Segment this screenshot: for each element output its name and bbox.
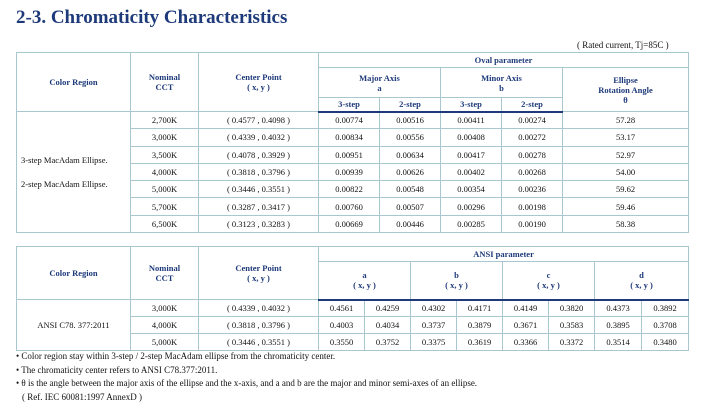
ansi-a-header: a ( x, y ) xyxy=(319,262,411,300)
rotation-angle-cell: 59.46 xyxy=(563,198,689,215)
minor-3step-cell: 0.00285 xyxy=(441,215,502,232)
ansi-value-cell: 0.3583 xyxy=(549,317,595,334)
minor-axis-header: Minor Axis b xyxy=(441,68,563,98)
ansi-value-cell: 0.4149 xyxy=(503,300,549,317)
center-point-cell: ( 0.4078 , 0.3929 ) xyxy=(199,146,319,163)
footnote: • Color region stay within 3-step / 2-step MacAdam ellipse from the chromaticity center. xyxy=(16,351,336,361)
ansi-value-cell: 0.4373 xyxy=(595,300,642,317)
ansi-value-cell: 0.4171 xyxy=(457,300,503,317)
color-region-cell: ANSI C78. 377:2011 xyxy=(17,300,131,351)
major-3step-cell: 0.00939 xyxy=(319,163,380,180)
major-2step-cell: 0.00516 xyxy=(380,112,441,129)
minor-3step-cell: 0.00408 xyxy=(441,129,502,146)
ansi-value-cell: 0.3820 xyxy=(549,300,595,317)
ansi-table xyxy=(16,246,689,351)
footnote: ( Ref. IEC 60081:1997 AnnexD ) xyxy=(22,391,142,402)
ansi-b-header: b ( x, y ) xyxy=(411,262,503,300)
ansi-value-cell: 0.3895 xyxy=(595,317,642,334)
ansi-value-cell: 0.3671 xyxy=(503,317,549,334)
minor-3step-header: 3-step xyxy=(441,98,502,112)
ansi-value-cell: 0.3375 xyxy=(411,334,457,351)
rotation-angle-cell: 54.00 xyxy=(563,163,689,180)
cct-cell: 5,000K xyxy=(131,181,199,198)
center-point-header: Center Point ( x, y ) xyxy=(199,53,319,112)
major-3step-cell: 0.00774 xyxy=(319,112,380,129)
center-point-cell: ( 0.3818 , 0.3796 ) xyxy=(199,163,319,180)
major-3step-cell: 0.00822 xyxy=(319,181,380,198)
nominal-cct-header: Nominal CCT xyxy=(131,247,199,300)
footnote: • The chromaticity center refers to ANSI C78.377:2011. xyxy=(16,364,218,375)
major-2step-header: 2-step xyxy=(380,98,441,112)
ansi-value-cell: 0.3366 xyxy=(503,334,549,351)
center-point-cell: ( 0.3446 , 0.3551 ) xyxy=(199,181,319,198)
minor-2step-cell: 0.00198 xyxy=(502,198,563,215)
center-point-cell: ( 0.3818 , 0.3796 ) xyxy=(199,317,319,334)
table-row xyxy=(17,112,689,129)
cct-cell: 2,700K xyxy=(131,112,199,129)
major-2step-cell: 0.00548 xyxy=(380,181,441,198)
ansi-value-cell: 0.3480 xyxy=(642,334,689,351)
major-3step-header: 3-step xyxy=(319,98,380,112)
rotation-angle-cell: 53.17 xyxy=(563,129,689,146)
major-3step-cell: 0.00834 xyxy=(319,129,380,146)
major-2step-cell: 0.00556 xyxy=(380,129,441,146)
ansi-value-cell: 0.4034 xyxy=(365,317,411,334)
major-2step-cell: 0.00507 xyxy=(380,198,441,215)
region-label: 3-step MacAdam Ellipse. xyxy=(21,155,108,166)
ansi-value-cell: 0.3879 xyxy=(457,317,503,334)
minor-3step-cell: 0.00411 xyxy=(441,112,502,129)
ansi-value-cell: 0.4003 xyxy=(319,317,365,334)
ansi-value-cell: 0.3550 xyxy=(319,334,365,351)
center-point-cell: ( 0.3287 , 0.3417 ) xyxy=(199,198,319,215)
rotation-angle-cell: 57.28 xyxy=(563,112,689,129)
center-point-cell: ( 0.4339 , 0.4032 ) xyxy=(199,300,319,317)
center-point-header: Center Point ( x, y ) xyxy=(199,247,319,300)
ansi-value-cell: 0.3514 xyxy=(595,334,642,351)
center-point-cell: ( 0.3446 , 0.3551 ) xyxy=(199,334,319,351)
minor-2step-cell: 0.00274 xyxy=(502,112,563,129)
rotation-angle-cell: 52.97 xyxy=(563,146,689,163)
minor-2step-cell: 0.00278 xyxy=(502,146,563,163)
color-region-header: Color Region xyxy=(17,53,131,112)
minor-3step-cell: 0.00417 xyxy=(441,146,502,163)
page-title: 2-3. Chromaticity Characteristics xyxy=(16,7,288,28)
nominal-cct-header: Nominal CCT xyxy=(131,53,199,112)
cct-cell: 3,000K xyxy=(131,129,199,146)
minor-2step-cell: 0.00236 xyxy=(502,181,563,198)
cct-cell: 5,700K xyxy=(131,198,199,215)
ansi-c-header: c ( x, y ) xyxy=(503,262,595,300)
minor-2step-header: 2-step xyxy=(502,98,563,112)
major-3step-cell: 0.00669 xyxy=(319,215,380,232)
center-point-cell: ( 0.4339 , 0.4032 ) xyxy=(199,129,319,146)
oval-parameter-header: Oval parameter xyxy=(319,53,689,68)
ansi-d-header: d ( x, y ) xyxy=(595,262,689,300)
chromaticity-table xyxy=(16,52,689,233)
center-point-cell: ( 0.4577 , 0.4098 ) xyxy=(199,112,319,129)
major-2step-cell: 0.00446 xyxy=(380,215,441,232)
minor-2step-cell: 0.00272 xyxy=(502,129,563,146)
major-3step-cell: 0.00951 xyxy=(319,146,380,163)
color-region-header: Color Region xyxy=(17,247,131,300)
table-row xyxy=(17,300,689,317)
ansi-value-cell: 0.4302 xyxy=(411,300,457,317)
major-2step-cell: 0.00634 xyxy=(380,146,441,163)
minor-2step-cell: 0.00268 xyxy=(502,163,563,180)
ansi-value-cell: 0.3737 xyxy=(411,317,457,334)
cct-cell: 3,000K xyxy=(131,300,199,317)
minor-3step-cell: 0.00296 xyxy=(441,198,502,215)
ansi-value-cell: 0.3708 xyxy=(642,317,689,334)
region-label: 2-step MacAdam Ellipse. xyxy=(21,179,108,190)
cct-cell: 6,500K xyxy=(131,215,199,232)
rotation-angle-cell: 58.38 xyxy=(563,215,689,232)
ansi-value-cell: 0.4561 xyxy=(319,300,365,317)
major-axis-header: Major Axis a xyxy=(319,68,441,98)
ansi-value-cell: 0.4259 xyxy=(365,300,411,317)
cct-cell: 4,000K xyxy=(131,163,199,180)
minor-3step-cell: 0.00354 xyxy=(441,181,502,198)
minor-2step-cell: 0.00190 xyxy=(502,215,563,232)
major-2step-cell: 0.00626 xyxy=(380,163,441,180)
ansi-value-cell: 0.3619 xyxy=(457,334,503,351)
major-3step-cell: 0.00760 xyxy=(319,198,380,215)
cct-cell: 5,000K xyxy=(131,334,199,351)
ansi-value-cell: 0.3752 xyxy=(365,334,411,351)
footnotes xyxy=(16,350,477,404)
center-point-cell: ( 0.3123 , 0.3283 ) xyxy=(199,215,319,232)
ansi-value-cell: 0.3372 xyxy=(549,334,595,351)
rated-current-note: ( Rated current, Tj=85C ) xyxy=(577,40,669,50)
footnote: • θ is the angle between the major axis of the ellipse and the x-axis, and a and b are the major and minor semi-axes of an ellipse. xyxy=(16,378,478,388)
cct-cell: 4,000K xyxy=(131,317,199,334)
minor-3step-cell: 0.00402 xyxy=(441,163,502,180)
ansi-parameter-header: ANSI parameter xyxy=(319,247,689,262)
cct-cell: 3,500K xyxy=(131,146,199,163)
rotation-angle-cell: 59.62 xyxy=(563,181,689,198)
ellipse-rotation-header: Ellipse Rotation Angle θ xyxy=(563,68,689,112)
ansi-value-cell: 0.3892 xyxy=(642,300,689,317)
color-region-cell xyxy=(17,112,131,233)
